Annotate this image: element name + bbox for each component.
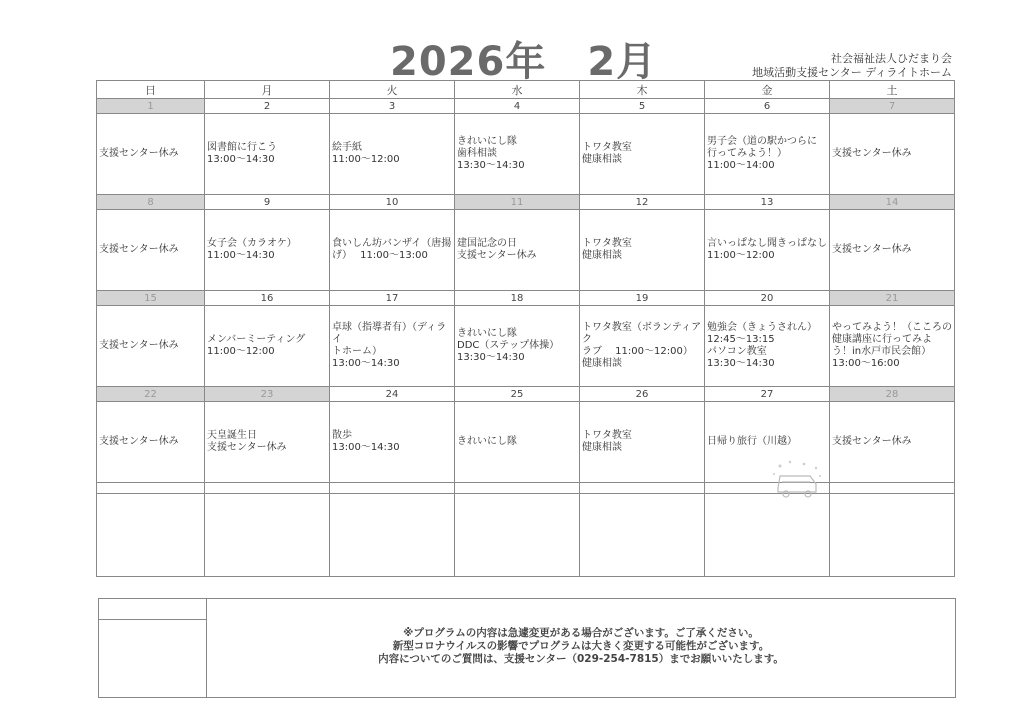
event-text: 建国記念の日 [457,238,517,249]
page-title: 2026年 2月 [390,39,658,85]
event-text: ラブ 11:00～12:00） [582,346,693,357]
day-cell [830,210,955,291]
event-text: きれいにし隊 [457,436,517,447]
event-text: 支援センター休み [99,436,179,447]
organization-name [752,52,952,80]
event-text: 支援センター休み [457,250,537,261]
empty-cell [205,494,330,577]
day-cell [705,306,830,387]
van-illustration [770,458,824,504]
day-cell [205,114,330,195]
event-text: 11:00～12:00 [207,346,275,357]
note-line-2: 新型コロナウイルスの影響でプログラムは大きく変更する可能性がございます。 [392,640,770,652]
event-row [97,114,955,195]
event-text: 支援センター休み [832,148,912,159]
date-number-row [97,387,955,402]
event-text: 支援センター休み [832,436,912,447]
date-number: 13 [705,195,830,210]
notes-box [206,598,956,698]
event-text: DDC（ステップ体操） [457,340,560,351]
org-line-1: 社会福祉法人ひだまり会 [831,52,952,65]
date-number: 4 [455,99,580,114]
event-text: 13:00～14:30 [332,358,400,369]
day-cell [830,114,955,195]
event-text: 支援センター休み [99,244,179,255]
calendar-table [96,80,955,577]
date-number: 21 [830,291,955,306]
event-text: 支援センター休み [832,244,912,255]
day-cell [205,306,330,387]
event-text: 12:45～13:15 [707,334,775,345]
day-cell [97,210,205,291]
date-number: 20 [705,291,830,306]
empty-event-row [97,494,955,577]
event-text: 男子会（道の駅かつらに [707,136,817,147]
date-number: 25 [455,387,580,402]
day-cell [97,306,205,387]
date-number: 7 [830,99,955,114]
day-cell [97,402,205,483]
notes-section [98,598,956,698]
event-text: 女子会（カラオケ） [207,238,297,249]
weekday-mon: 月 [205,81,330,99]
weekday-sat: 土 [830,81,955,99]
date-number: 27 [705,387,830,402]
day-cell [455,306,580,387]
event-row [97,306,955,387]
notes-left-box [98,598,206,698]
event-text: トワタ教室 [582,430,632,441]
day-cell [330,210,455,291]
empty-cell [705,494,830,577]
event-text: 13:00～14:30 [332,442,400,453]
event-text: う！in水戸市民会館） [832,346,932,357]
event-text: 歯科相談 [457,148,497,159]
day-cell [830,306,955,387]
date-number: 1 [97,99,205,114]
note-line-3: 内容についてのご質問は、支援センター（029-254-7815）までお願いいたします。 [378,653,784,665]
empty-cell [455,483,580,494]
date-number: 19 [580,291,705,306]
event-text: 天皇誕生日 [207,430,257,441]
empty-cell [330,494,455,577]
event-text: げ） 11:00～13:00 [332,250,428,261]
day-cell [580,210,705,291]
empty-cell [97,494,205,577]
date-number: 22 [97,387,205,402]
event-text: 散歩 [332,430,352,441]
date-number: 24 [330,387,455,402]
empty-cell [580,483,705,494]
event-text: 11:00～14:00 [707,160,775,171]
empty-cell [330,483,455,494]
weekday-wed: 水 [455,81,580,99]
date-number-row [97,99,955,114]
event-text: 勉強会（きょうされん） [707,322,817,333]
date-number: 17 [330,291,455,306]
day-cell [455,114,580,195]
event-text: トワタ教室（ボランティアク [582,322,702,345]
event-text: 健康相談 [582,250,622,261]
event-text: 食いしん坊バンザイ（唐揚 [332,238,452,249]
date-number: 15 [97,291,205,306]
event-text: 11:00～12:00 [707,250,775,261]
day-cell [705,210,830,291]
event-text: 13:00～14:30 [207,154,275,165]
date-number: 28 [830,387,955,402]
event-text: メンバーミーティング [207,334,306,345]
day-cell [580,402,705,483]
event-text: 13:00～16:00 [832,358,900,369]
event-text: 健康相談 [582,154,622,165]
event-text: 卓球（指導者有）（ディライ [332,322,447,345]
event-text: 日帰り旅行（川越） [707,436,797,447]
event-text: パソコン教室 [707,346,767,357]
empty-cell [455,494,580,577]
event-text: 13:30～14:30 [457,160,525,171]
date-number: 14 [830,195,955,210]
empty-cell [830,483,955,494]
event-row [97,402,955,483]
empty-cell [97,483,205,494]
event-text: 言いっぱなし聞きっぱなし [707,238,827,249]
day-cell [580,114,705,195]
date-number: 12 [580,195,705,210]
note-line-1: ※プログラムの内容は急遽変更がある場合がございます。ご了承ください。 [403,627,759,639]
event-text: 13:30～14:30 [457,352,525,363]
date-number-row [97,195,955,210]
date-number: 2 [205,99,330,114]
day-cell [830,402,955,483]
event-text: 支援センター休み [99,340,179,351]
day-cell [205,210,330,291]
date-number: 26 [580,387,705,402]
day-cell [705,114,830,195]
day-cell [330,114,455,195]
event-text: 行ってみよう！） [707,148,787,159]
date-number: 8 [97,195,205,210]
date-number: 9 [205,195,330,210]
date-number: 5 [580,99,705,114]
org-line-2: 地域活動支援センター ディライトホーム [752,66,952,79]
event-text: やってみよう！（こころの [832,322,952,333]
empty-cell [580,494,705,577]
date-number: 18 [455,291,580,306]
event-text: きれいにし隊 [457,328,517,339]
event-text: トワタ教室 [582,142,632,153]
day-cell [455,210,580,291]
event-text: トホーム） [332,346,382,357]
event-text: 健康相談 [582,358,622,369]
event-text: 11:00～12:00 [332,154,400,165]
date-number: 16 [205,291,330,306]
day-cell [97,114,205,195]
weekday-sun: 日 [97,81,205,99]
day-cell [580,306,705,387]
date-number: 3 [330,99,455,114]
event-text: 支援センター休み [207,442,287,453]
empty-number-row [97,483,955,494]
event-text: 支援センター休み [99,148,179,159]
event-text: 健康相談 [582,442,622,453]
date-number: 23 [205,387,330,402]
event-text: 11:00～14:30 [207,250,275,261]
weekday-fri: 金 [705,81,830,99]
weekday-header-row [97,81,955,99]
event-text: 健康講座に行ってみよ [832,334,932,345]
event-text: 図書館に行こう [207,142,277,153]
event-text: トワタ教室 [582,238,632,249]
day-cell [330,402,455,483]
weekday-tue: 火 [330,81,455,99]
event-row [97,210,955,291]
day-cell [330,306,455,387]
event-text: きれいにし隊 [457,136,517,147]
date-number: 10 [330,195,455,210]
day-cell [205,402,330,483]
date-number: 11 [455,195,580,210]
event-text: 絵手紙 [332,142,362,153]
empty-cell [205,483,330,494]
event-text: 13:30～14:30 [707,358,775,369]
empty-cell [830,494,955,577]
date-number: 6 [705,99,830,114]
day-cell [455,402,580,483]
weekday-thu: 木 [580,81,705,99]
date-number-row [97,291,955,306]
